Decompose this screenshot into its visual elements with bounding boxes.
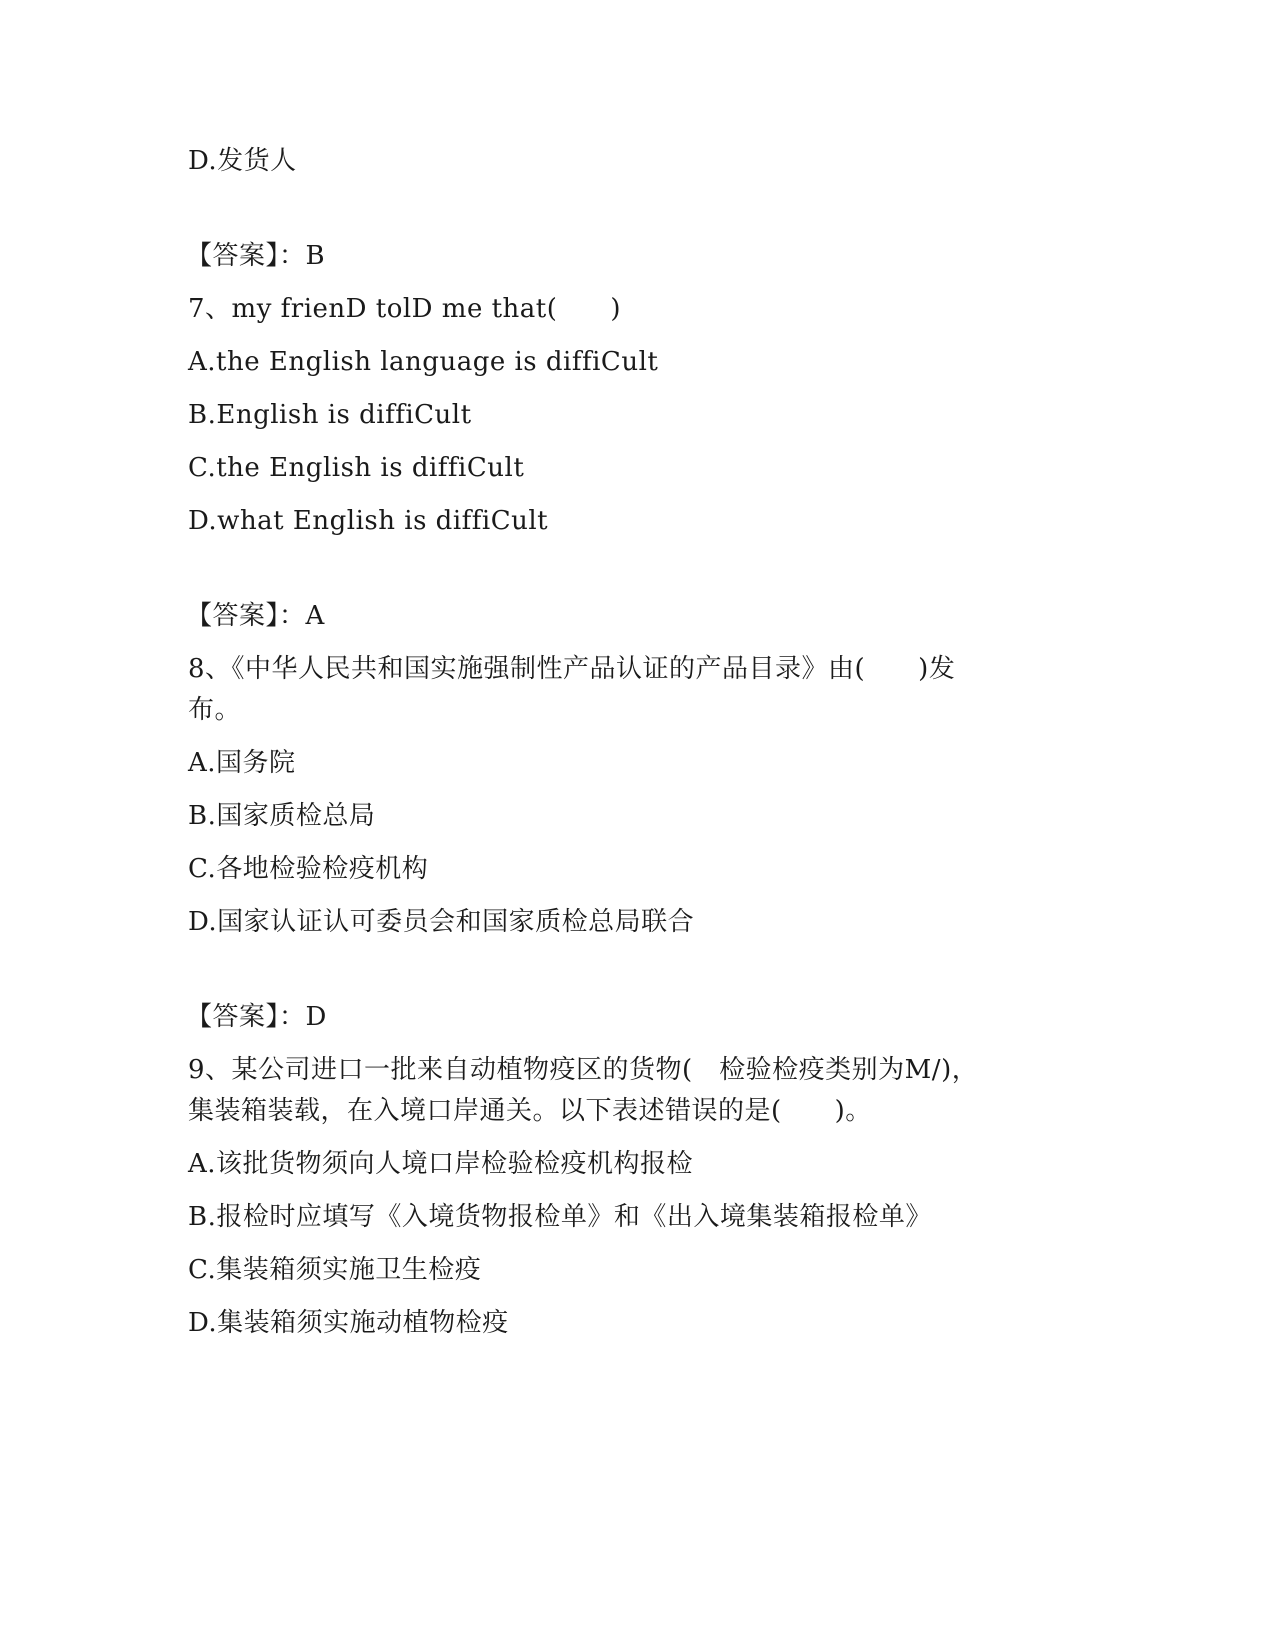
question-7-option-c: C.the English is diffiCult	[188, 453, 525, 483]
question-8-stem-line2: 布。	[188, 695, 242, 725]
answer-prev: 【答案】：B	[186, 241, 326, 271]
question-9-option-b: B.报检时应填写《入境货物报检单》和《出入境集装箱报检单》	[188, 1202, 932, 1232]
question-9-option-a: A.该批货物须向人境口岸检验检疫机构报检	[188, 1149, 694, 1179]
question-8-option-a: A.国务院	[188, 748, 296, 778]
question-9-stem-line2: 集装箱装载，在入境口岸通关。以下表述错误的是( )。	[188, 1096, 872, 1126]
question-7-stem: 7、my frienD tolD me that( )	[188, 294, 622, 324]
question-8-option-c: C.各地检验检疫机构	[188, 854, 429, 884]
question-8-option-d: D.国家认证认可委员会和国家质检总局联合	[188, 907, 695, 937]
question-8-option-b: B.国家质检总局	[188, 801, 376, 831]
question-9-option-c: C.集装箱须实施卫生检疫	[188, 1255, 482, 1285]
question-8-stem-line1: 8、《中华人民共和国实施强制性产品认证的产品目录》由( )发	[188, 654, 956, 684]
question-9-stem-line1: 9、某公司进口一批来自动植物疫区的货物( 检验检疫类别为M/)，	[188, 1055, 979, 1085]
question-7-option-a: A.the English language is diffiCult	[188, 347, 659, 377]
question-7-option-b: B.English is diffiCult	[188, 400, 472, 430]
option-d-prev: D.发货人	[188, 146, 297, 176]
question-9-option-d: D.集装箱须实施动植物检疫	[188, 1308, 509, 1338]
question-8-answer: 【答案】：D	[186, 1002, 327, 1032]
question-7-option-d: D.what English is diffiCult	[188, 506, 549, 536]
question-7-answer: 【答案】：A	[186, 601, 325, 631]
